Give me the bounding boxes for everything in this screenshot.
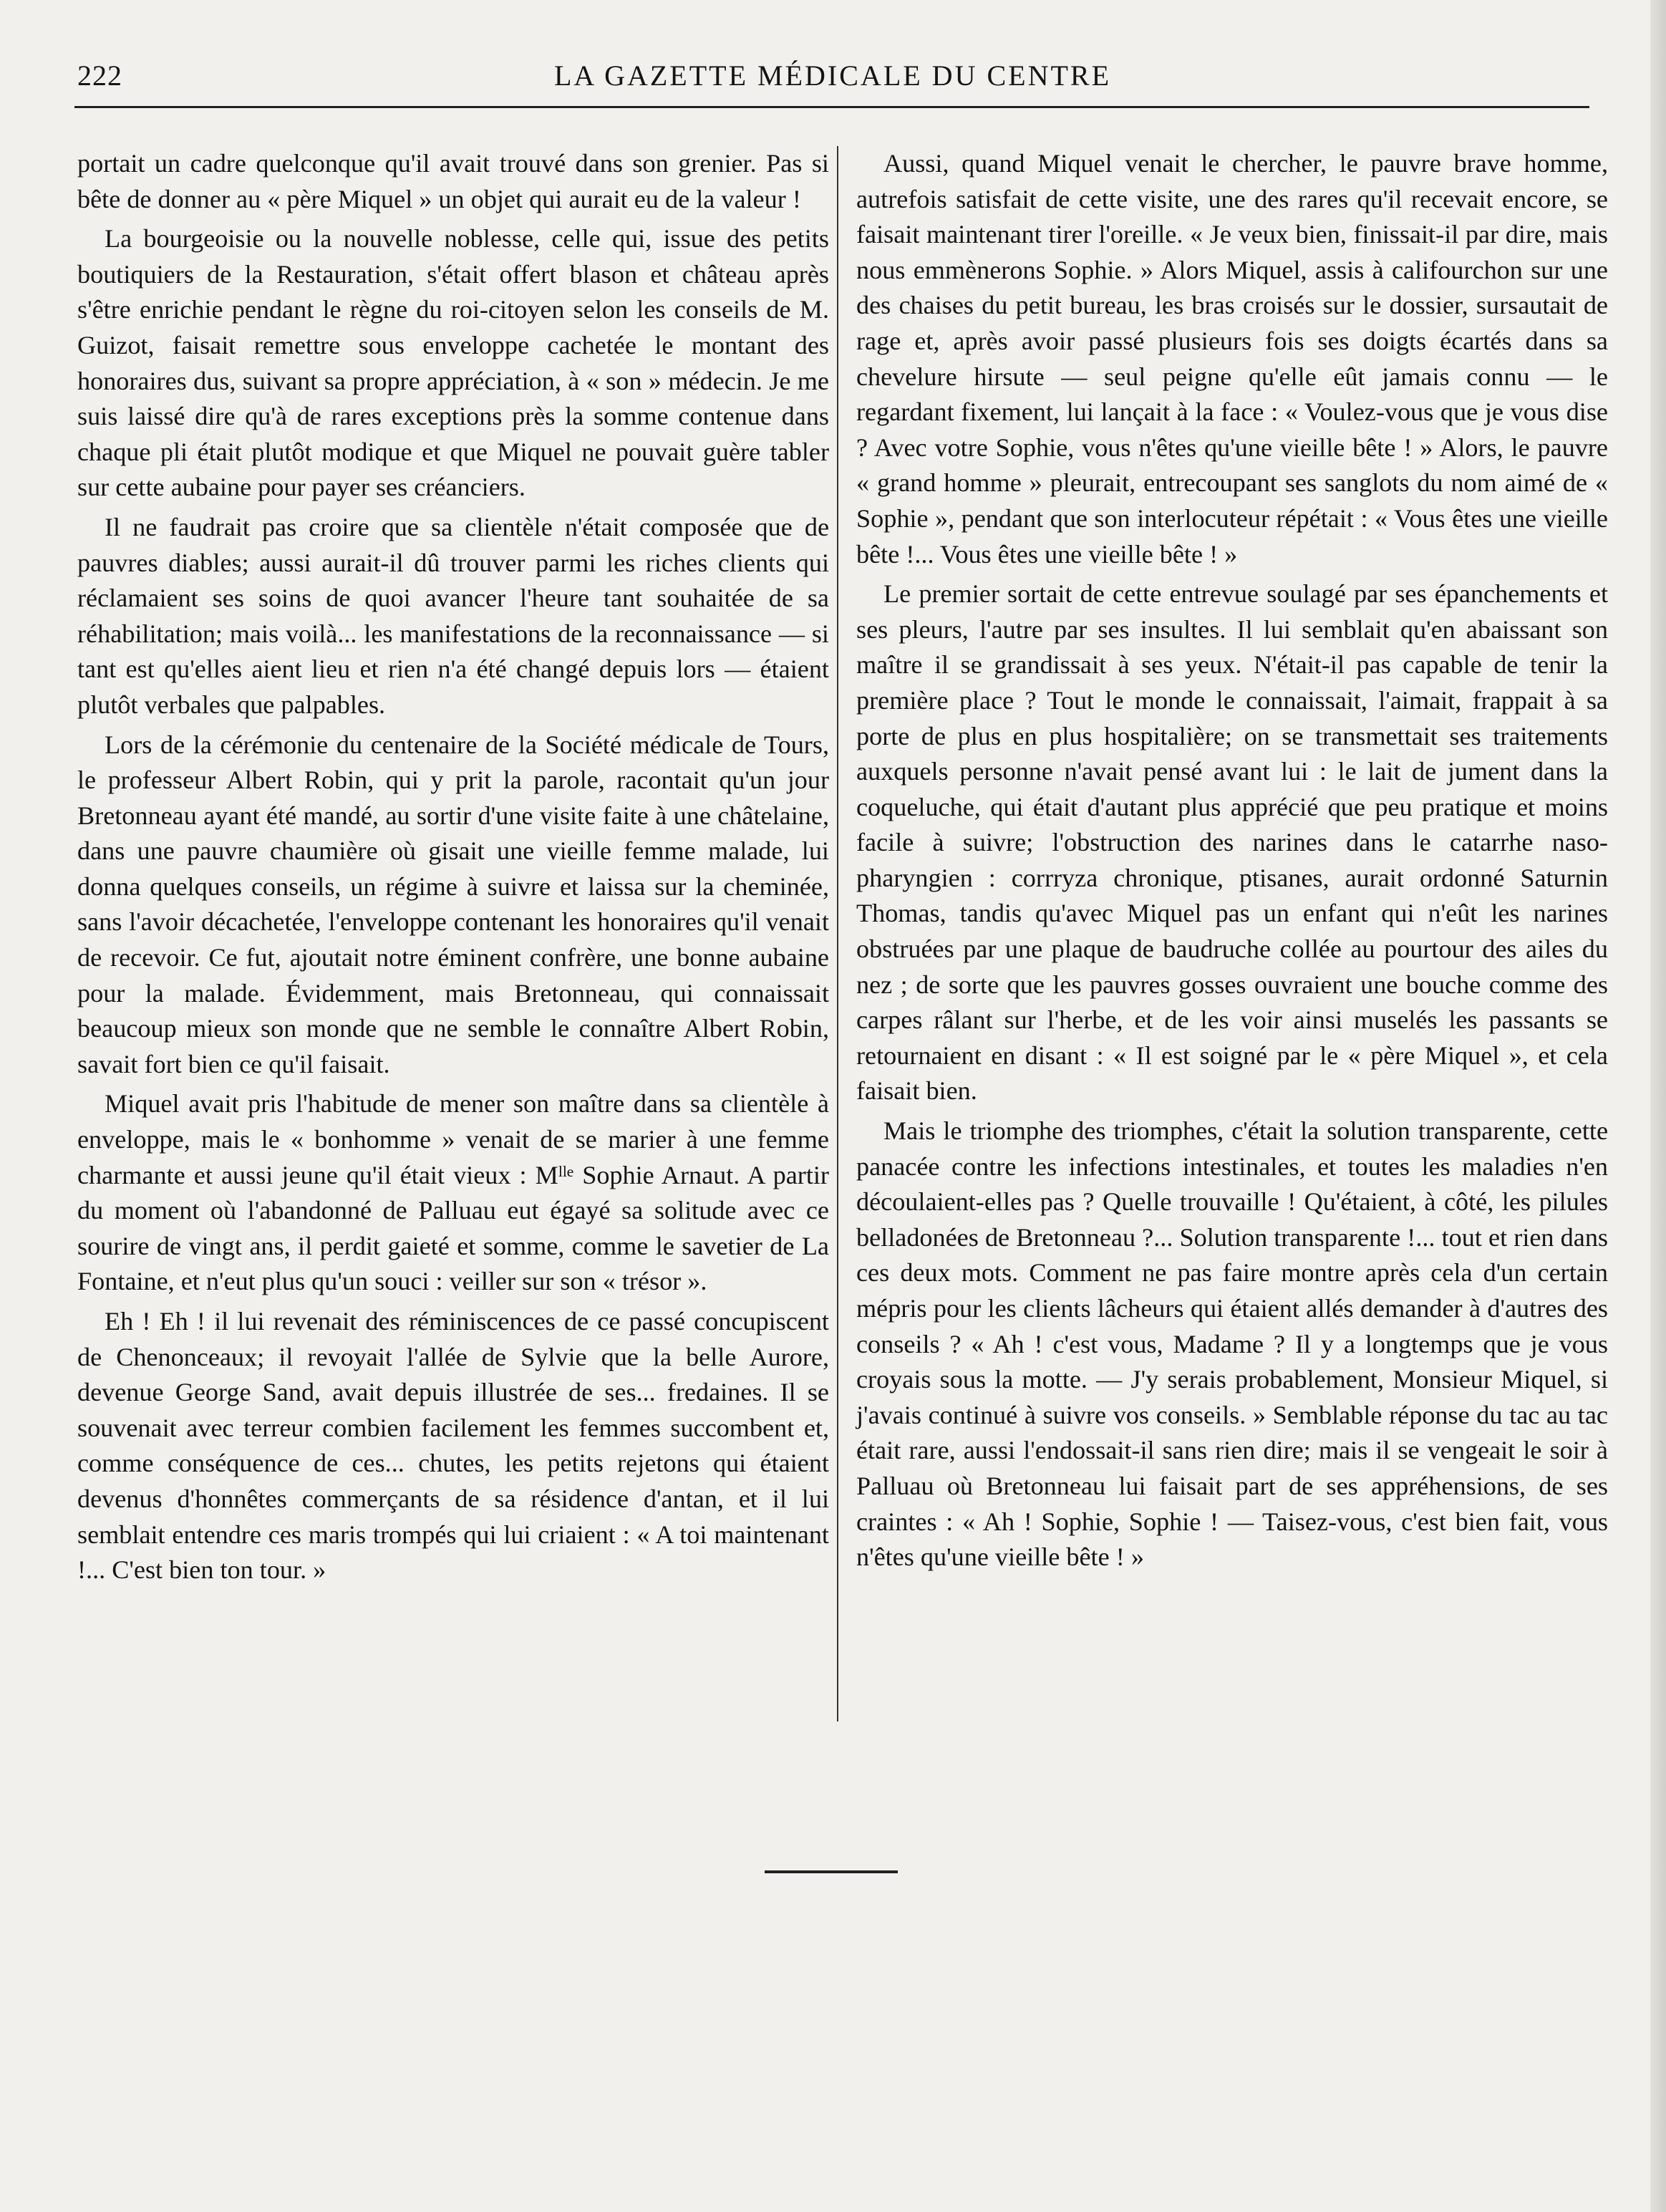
paragraph: Lors de la cérémonie du centenaire de la Société médicale de Tours, le professeur Albert Robin, qui y prit la parole, racontait qu'un jour Bretonneau ayant été mandé, au sortir d'une visite faite à une châtelaine, dans une pauvre chaumière où gisait une vieille femme malade, lui donna quelques conseils, un régime à suivre et laissa sur la cheminée, sans l'avoir décachetée, l'enveloppe contenant les honoraires qu'il venait de recevoir. Ce fut, ajoutait notre éminent confrère, une bonne aubaine pour la malade. Évidemment, mais Bretonneau, qui connaissait beaucoup mieux son monde que ne semble le connaître Albert Robin, savait fort bien ce qu'il faisait. <box>77 730 829 1078</box>
paragraph: Le premier sortait de cette entrevue soulagé par ses épanchements et ses pleurs, l'autre par ses insultes. Il lui semblait qu'en abaissant son maître il se grandissait à ses yeux. N'était-il pas capable de tenir la première place ? Tout le monde le connaissait, l'aimait, frappait à sa porte de plus en plus hospitalière; on se transmettait ses traitements auxquels personne n'avait pensé avant lui : le lait de jument dans la coqueluche, qui était d'autant plus apprécié que peu pratique et moins facile à suivre; l'obstruction des narines dans le catarrhe naso-pharyngien : corrryza chronique, ptisanes, aurait ordonné Saturnin Thomas, tandis qu'avec Miquel pas un enfant qui n'eût les narines obstruées par une plaque de baudruche collée au pourtour des ailes du nez ; de sorte que les pauvres gosses ouvraient une bouche comme des carpes râlant sur l'herbe, et de les voir ainsi muselés les passants se retournaient en disant : « Il est soigné par le « père Miquel », et cela faisait bien. <box>856 579 1608 1106</box>
paragraph: La bourgeoisie ou la nouvelle noblesse, celle qui, issue des petits boutiquiers de la Restauration, s'était offert blason et château après s'être enrichie pendant le règne du roi-citoyen selon les conseils de M. Guizot, faisait remettre sous enveloppe cachetée le montant des honoraires dus, suivant sa propre appréciation, à « son » médecin. Je me suis laissé dire qu'à de rares exceptions près la somme contenue dans chaque pli était plutôt modique et que Miquel ne pouvait guère tabler sur cette aubaine pour payer ses créanciers. <box>77 224 829 502</box>
page-number: 222 <box>77 59 122 92</box>
paragraph: Mais le triomphe des triomphes, c'était la solution transparente, cette panacée contre les infections intestinales, et toutes les maladies n'en découlaient-elles pas ? Quelle trouvaille ! Qu'étaient, à côté, les pilules belladonées de Bretonneau ?... Solution transparente !... tout et rien dans ces deux mots. Comment ne pas faire montre après cela d'un certain mépris pour les clients lâcheurs qui étaient allés demander à d'autres des conseils ? « Ah ! c'est vous, Madame ? Il y a longtemps que je vous croyais sous la motte. — J'y serais probablement, Monsieur Miquel, si j'avais continué à suivre vos conseils. » Semblable réponse du tac au tac était rare, aussi l'endossait-il sans rien dire; mais il se vengeait le soir à Palluau où Bretonneau lui faisait part de ses appréhensions, de ses craintes : « Ah ! Sophie, Sophie ! — Taisez-vous, c'est bien fait, vous n'êtes qu'une vieille bête ! » <box>856 1116 1608 1572</box>
paragraph: portait un cadre quelconque qu'il avait trouvé dans son grenier. Pas si bête de donner au « père Miquel » un objet qui aurait eu de la valeur ! <box>77 149 829 213</box>
paragraph: Eh ! Eh ! il lui revenait des réminiscences de ce passé concupiscent de Chenonceaux; il revoyait l'allée de Sylvie que la belle Aurore, devenue George Sand, avait depuis illustrée de ses... fredaines. Il se souvenait avec terreur combien facilement les femmes succombent et, comme conséquence de ces... chutes, les petits rejetons qui étaient devenus d'honnêtes commerçants de sa résidence d'antan, et il lui semblait entendre ces maris trompés qui lui criaient : « A toi maintenant !... C'est bien ton tour. » <box>77 1307 829 1585</box>
section-end-rule <box>765 1870 898 1873</box>
paragraph: Miquel avait pris l'habitude de mener son maître dans sa clientèle à enveloppe, mais le « bonhomme » venait de se marier à une femme charmante et aussi jeune qu'il était vieux : Mˡˡᵉ Sophie Arnaut. A partir du moment où l'abandonné de Palluau eut égayé sa solitude avec ce sourire de vingt ans, il perdit gaieté et somme, comme le savetier de La Fontaine, et n'eut plus qu'un souci : veiller sur son « trésor ». <box>77 1089 829 1296</box>
paragraph: Aussi, quand Miquel venait le chercher, le pauvre brave homme, autrefois satisfait de cette visite, une des rares qu'il recevait encore, se faisait maintenant tirer l'oreille. « Je veux bien, finissait-il par dire, mais nous emmènerons Sophie. » Alors Miquel, assis à califourchon sur une des chaises du petit bureau, les bras croisés sur le dossier, sursautait de rage et, après avoir passé plusieurs fois ses doigts écartés dans sa chevelure hirsute — seul peigne qu'elle eût jamais connu — le regardant fixement, lui lançait à la face : « Voulez-vous que je vous dise ? Avec votre Sophie, vous n'êtes qu'une vieille bête ! » Alors, le pauvre « grand homme » pleurait, entrecoupant ses sanglots du nom aimé de « Sophie », pendant que son interlocuteur répétait : « Vous êtes une vieille bête !... Vous êtes une vieille bête ! » <box>856 149 1608 569</box>
right-column <box>856 146 1608 1575</box>
left-column <box>77 146 829 1588</box>
paragraph: Il ne faudrait pas croire que sa clientèle n'était composée que de pauvres diables; aussi aurait-il dû trouver parmi les riches clients qui réclamaient ses soins de quoi avancer l'heure tant souhaitée de sa réhabilitation; mais voilà... les manifestations de la reconnaissance — si tant est qu'elles aient lieu et rien n'a été changé depuis lors — étaient plutôt verbales que palpables. <box>77 512 829 719</box>
page-header <box>77 59 1588 105</box>
running-title: LA GAZETTE MÉDICALE DU CENTRE <box>553 59 1111 92</box>
page-edge-shadow <box>1650 0 1666 2212</box>
header-rule <box>74 106 1589 108</box>
column-divider <box>837 146 838 1721</box>
